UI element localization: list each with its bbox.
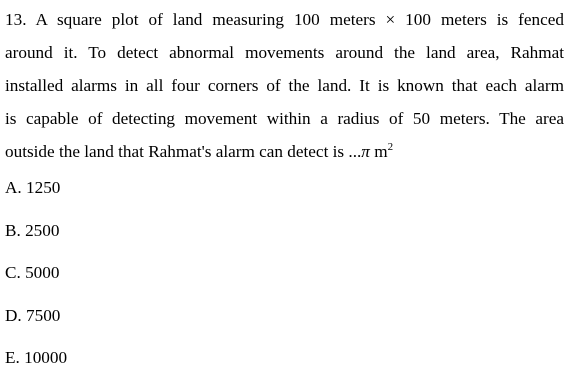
question-text bbox=[5, 3, 564, 171]
option-value: 1250 bbox=[26, 178, 61, 197]
unit: m bbox=[374, 142, 388, 161]
option-e[interactable] bbox=[5, 341, 67, 384]
option-d[interactable] bbox=[5, 299, 67, 342]
option-letter: E. bbox=[5, 348, 20, 368]
answer-options bbox=[5, 171, 67, 384]
option-a[interactable] bbox=[5, 171, 67, 214]
question-line-2: around it. To detect abnormal movements around the land area, Rahmat bbox=[5, 43, 564, 62]
option-letter: B. bbox=[5, 220, 21, 240]
option-letter: A. bbox=[5, 178, 22, 197]
question-line-3: installed alarms in all four corners of the land. It is known that each alarm bbox=[5, 76, 564, 95]
option-value: 2500 bbox=[25, 220, 60, 240]
question-line-5: outside the land that Rahmat's alarm can detect is ...π $m^2$ bbox=[5, 141, 394, 161]
option-value: 5000 bbox=[25, 263, 60, 283]
unit-exponent: 2 bbox=[387, 141, 394, 153]
question-line-1: 13. A square plot of land measuring 100 meters × 100 meters is fenced bbox=[5, 10, 564, 29]
option-c[interactable] bbox=[5, 256, 67, 299]
question-number: 13. bbox=[5, 10, 27, 29]
option-letter: D. bbox=[5, 305, 22, 325]
pi-symbol: π bbox=[361, 142, 370, 161]
option-letter: C. bbox=[5, 263, 21, 283]
option-b[interactable] bbox=[5, 214, 67, 257]
option-value: 10000 bbox=[24, 348, 68, 368]
question-line-4: is capable of detecting movement within a radius of 50 meters. The area bbox=[5, 109, 564, 128]
option-value: 7500 bbox=[26, 305, 61, 325]
